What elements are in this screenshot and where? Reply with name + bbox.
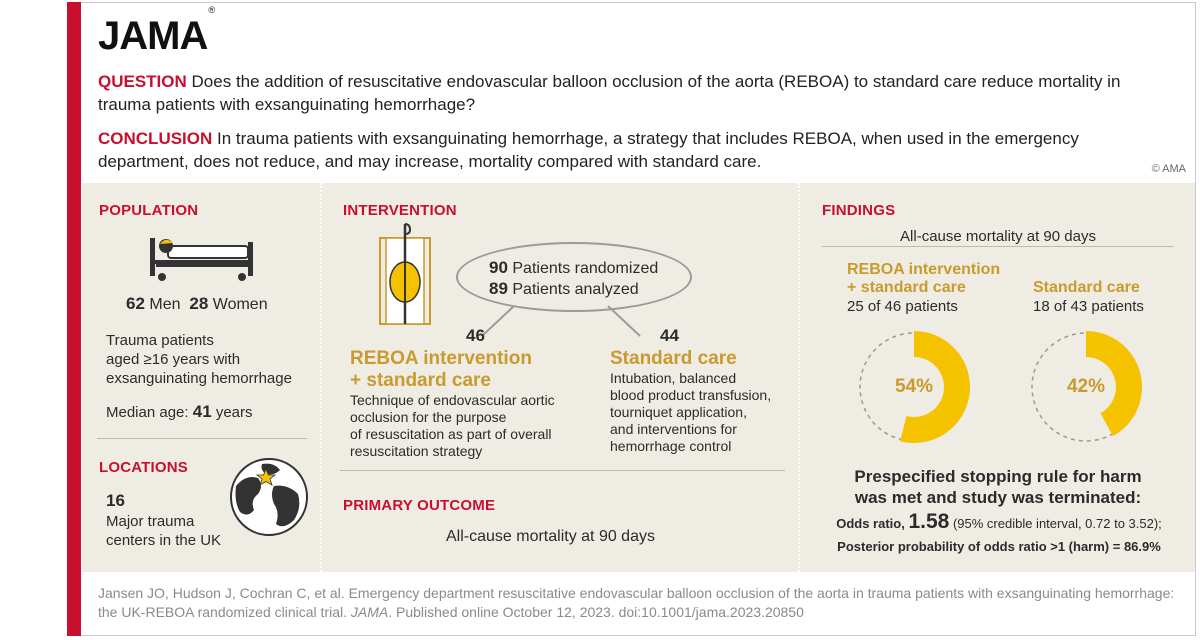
population-title: POPULATION [99, 202, 199, 219]
citation: Jansen JO, Hudson J, Cochran C, et al. Emergency department resuscitative endovascular balloon occlusion of the aorta in trauma patients with exsanguinating hemorrhage: the UK-REBOA randomized clinical trial. JAMA. Published online October 12, 2023. doi:10.1001/jama.2023.20850 [98, 585, 1175, 620]
reboa-catheter-icon [376, 220, 434, 328]
copyright: © AMA [1151, 163, 1186, 175]
question-block [98, 70, 1158, 116]
accent-bar [67, 2, 81, 636]
odds-ratio-line: Odds ratio, 1.58 (95% credible interval, 0.72 to 3.52); [836, 510, 1162, 533]
posterior-probability: Posterior probability of odds ratio >1 (harm) = 86.9% [837, 539, 1161, 554]
arm1-mortality-donut [854, 327, 974, 447]
conclusion-label: CONCLUSION [98, 129, 213, 148]
jama-logo: JAMA® [98, 4, 214, 58]
median-age: Median age: 41 years [106, 402, 253, 421]
conclusion-text: In trauma patients with exsanguinating hemorrhage, a strategy that includes REBOA, when used in the emergency department, does not reduce, and may increase, mortality compared with standard care. [98, 129, 1079, 171]
hospital-bed-icon [146, 234, 258, 282]
analyzed-line: 89 Patients analyzed [489, 279, 639, 298]
divider-left [320, 183, 322, 572]
locations-description: Major trauma centers in the UK [106, 513, 222, 549]
donut1-label: 54% [894, 376, 934, 397]
question-text: Does the addition of resuscitative endovascular balloon occlusion of the aorta (REBOA) to standard care reduce mortality in trauma patients with exsanguinating hemorrhage? [98, 72, 1121, 114]
arm2-description: Intubation, balanced blood product transfusion, tourniquet application, and interventions for hemorrhage control [610, 370, 772, 454]
donut2-label: 42% [1066, 376, 1106, 397]
findings-arm1-title: REBOA intervention + standard care [847, 261, 1001, 296]
arm1-title: REBOA intervention + standard care [350, 348, 532, 391]
conclusion-block [98, 127, 1158, 173]
findings-subtitle: All-cause mortality at 90 days [900, 228, 1096, 245]
findings-arm1-count: 25 of 46 patients [847, 298, 958, 315]
stopping-rule: Prespecified stopping rule for harm was met and study was terminated: [854, 467, 1142, 507]
population-separator [97, 438, 307, 439]
locations-count: 16 [106, 491, 125, 510]
arm1-description: Technique of endovascular aortic occlusion for the purpose of resuscitation as part of overall resuscitation strategy [350, 392, 555, 459]
arm2-n: 44 [660, 326, 679, 345]
findings-arm2-count: 18 of 43 patients [1033, 298, 1144, 315]
divider-right [798, 183, 800, 572]
randomized-line: 90 Patients randomized [489, 258, 659, 277]
question-label: QUESTION [98, 72, 187, 91]
findings-separator [822, 246, 1174, 247]
intervention-title: INTERVENTION [343, 202, 457, 219]
arm2-title: Standard care [610, 348, 737, 369]
intervention-separator [340, 470, 785, 471]
arm2-mortality-donut [1026, 327, 1146, 447]
locations-title: LOCATIONS [99, 459, 189, 476]
globe-icon [228, 456, 310, 538]
arm1-n: 46 [466, 326, 485, 345]
findings-title: FINDINGS [822, 202, 896, 219]
primary-outcome-title: PRIMARY OUTCOME [343, 497, 496, 514]
primary-outcome-text: All-cause mortality at 90 days [446, 528, 655, 545]
sex-counts: 62 Men 28 Women [126, 294, 268, 313]
population-description: Trauma patients aged ≥16 years with exsanguinating hemorrhage [106, 332, 292, 387]
findings-arm2-title: Standard care [1033, 279, 1140, 296]
